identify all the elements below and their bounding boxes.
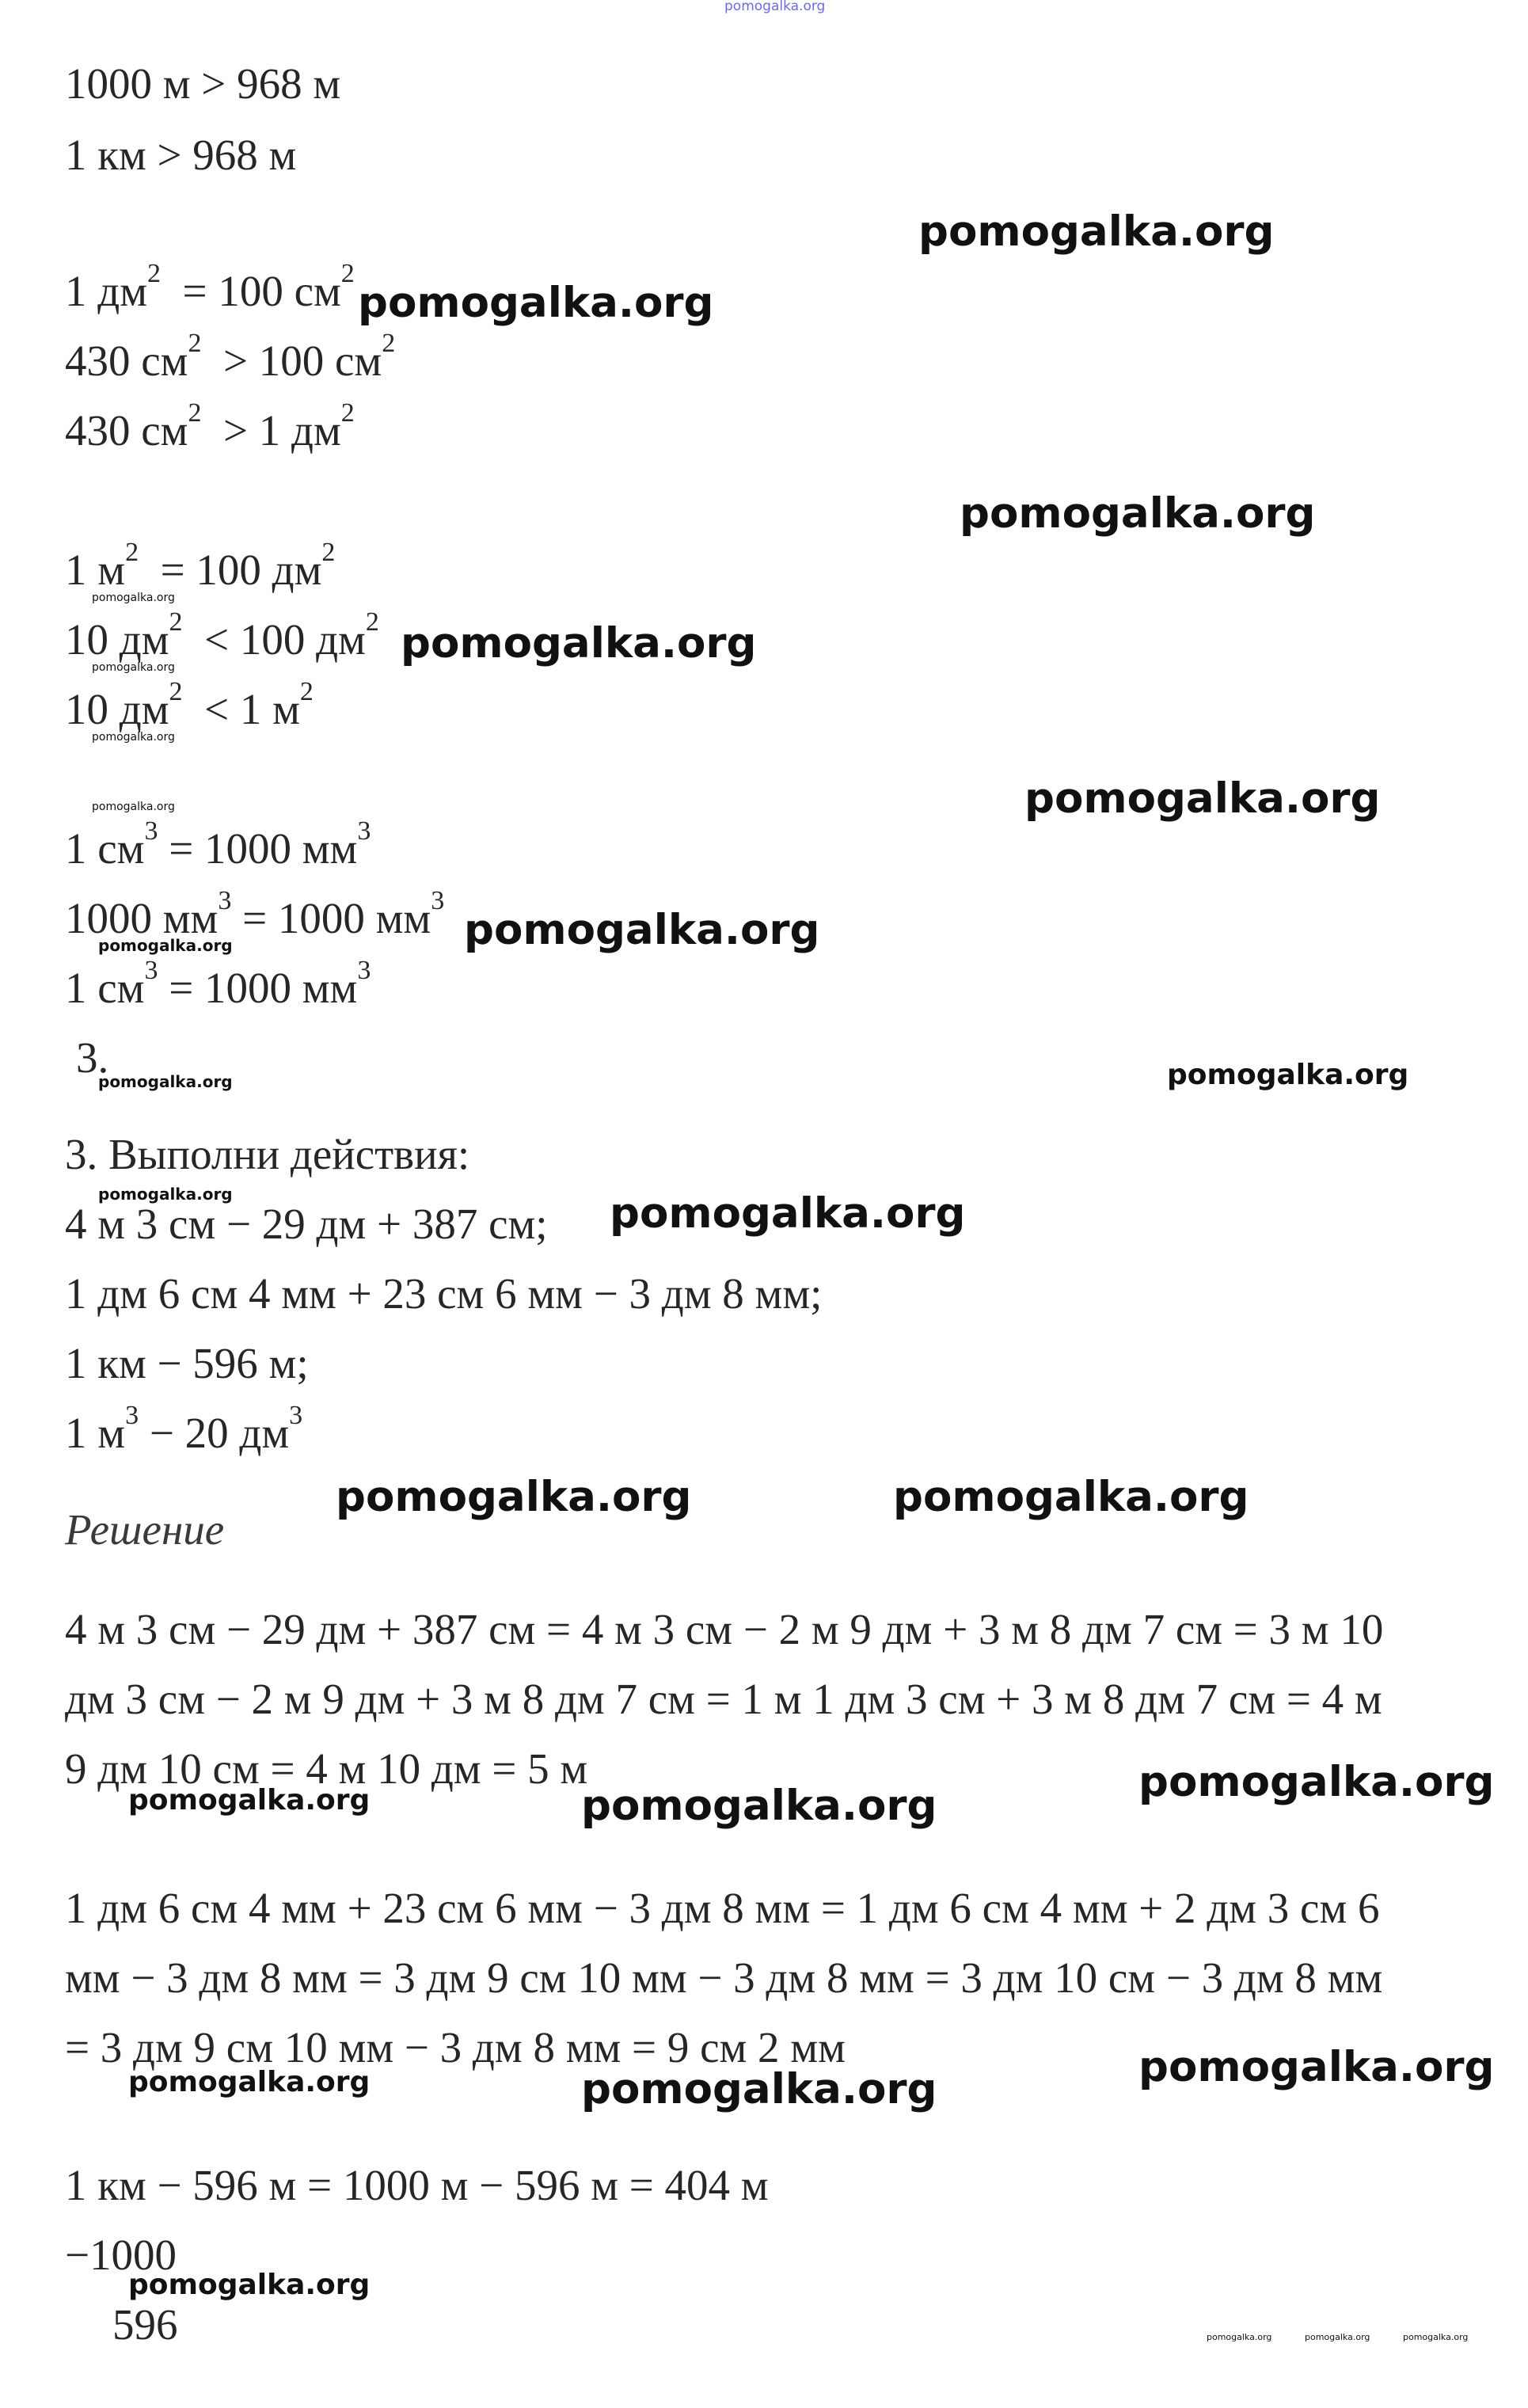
- comparison-line: 1 $дм^2 = 100$ $см^2$: [65, 259, 355, 315]
- solution-line: 1 км − 596 м = 1000 м − 596 м = 404 м: [65, 2161, 769, 2209]
- watermark-top: pomogalka.org: [724, 0, 826, 14]
- column-subtrahend: 596: [112, 2300, 178, 2349]
- solution-line: мм − 3 дм 8 мм = 3 дм 9 см 10 мм − 3 дм 8 мм = 3 дм 10 см − 3 дм 8 мм: [65, 1953, 1383, 2002]
- comparison-line: 1 $см^3 = 1000$ $мм^3$: [65, 816, 371, 873]
- watermark: pomogalka.org: [92, 592, 175, 604]
- comparison-line: 430 $см^2 > 100$ $см^2$: [65, 329, 396, 385]
- watermark: pomogalka.org: [1167, 1059, 1409, 1091]
- watermark: pomogalka.org: [128, 2269, 371, 2301]
- solution-line: дм 3 см − 2 м 9 дм + 3 м 8 дм 7 см = 1 м 1 дм 3 см + 3 м 8 дм 7 см = 4 м: [65, 1675, 1382, 1723]
- task-item: 1 $м^3 - 20$ $дм^3$: [65, 1401, 303, 1457]
- watermark: pomogalka.org: [92, 661, 175, 674]
- comparison-line: 1000 $мм^3 = 1000$ $мм^3$: [65, 886, 445, 942]
- watermark: pomogalka.org: [92, 801, 175, 813]
- section-number: 3.: [76, 1033, 109, 1082]
- watermark: pomogalka.org: [893, 1473, 1249, 1521]
- solution-label: Решение: [65, 1505, 225, 1554]
- solution-line: 9 дм 10 см = 4 м 10 дм = 5 м: [65, 1744, 588, 1793]
- watermark: pomogalka.org: [1138, 2043, 1495, 2091]
- solution-line: 1 дм 6 см 4 мм + 23 см 6 мм − 3 дм 8 мм = 1 дм 6 см 4 мм + 2 дм 3 см 6: [65, 1884, 1380, 1932]
- watermark: pomogalka.org: [1024, 774, 1381, 823]
- watermark: pomogalka.org: [128, 2066, 371, 2098]
- solution-line: 4 м 3 см − 29 дм + 387 см = 4 м 3 см − 2 м 9 дм + 3 м 8 дм 7 см = 3 м 10: [65, 1605, 1384, 1653]
- watermark: pomogalka.org: [960, 489, 1316, 538]
- task-item: 1 км − 596 м;: [65, 1339, 309, 1387]
- comparison-line: 1 км > 968 м: [65, 131, 297, 179]
- watermark: pomogalka.org: [1207, 2332, 1272, 2342]
- watermark: pomogalka.org: [98, 936, 233, 955]
- watermark: pomogalka.org: [1403, 2332, 1469, 2342]
- watermark: pomogalka.org: [98, 1185, 233, 1204]
- watermark: pomogalka.org: [92, 731, 175, 744]
- watermark: pomogalka.org: [1138, 1758, 1495, 1806]
- watermark: pomogalka.org: [581, 2065, 937, 2113]
- task-title: 3. Выполни действия:: [65, 1130, 470, 1178]
- comparison-line: 1 $см^3 = 1000$ $мм^3$: [65, 956, 371, 1012]
- comparison-line: 430 $см^2 > 1$ $дм^2$: [65, 398, 355, 455]
- comparison-line: 1 $м^2 = 100$ $дм^2$: [65, 538, 336, 594]
- comparison-line: 10 $дм^2 < 100$ $дм^2$: [65, 607, 379, 664]
- comparison-line: 10 $дм^2 < 1$ $м^2$: [65, 677, 314, 733]
- task-item: 1 дм 6 см 4 мм + 23 см 6 мм − 3 дм 8 мм;: [65, 1269, 823, 1318]
- watermark: pomogalka.org: [581, 1782, 937, 1830]
- watermark: pomogalka.org: [1305, 2332, 1370, 2342]
- task-item: 4 м 3 см − 29 дм + 387 см;: [65, 1200, 548, 1248]
- watermark: pomogalka.org: [336, 1473, 692, 1521]
- comparison-line: 1000 м > 968 м: [65, 59, 341, 108]
- column-minuend: −1000: [65, 2231, 177, 2279]
- watermark: pomogalka.org: [98, 1072, 233, 1091]
- watermark: pomogalka.org: [918, 207, 1275, 256]
- watermark: pomogalka.org: [610, 1189, 966, 1238]
- watermark: pomogalka.org: [464, 906, 820, 954]
- watermark: pomogalka.org: [128, 1784, 371, 1816]
- solution-line: = 3 дм 9 см 10 мм − 3 дм 8 мм = 9 см 2 мм: [65, 2023, 846, 2071]
- watermark: pomogalka.org: [358, 279, 714, 327]
- watermark: pomogalka.org: [401, 619, 757, 668]
